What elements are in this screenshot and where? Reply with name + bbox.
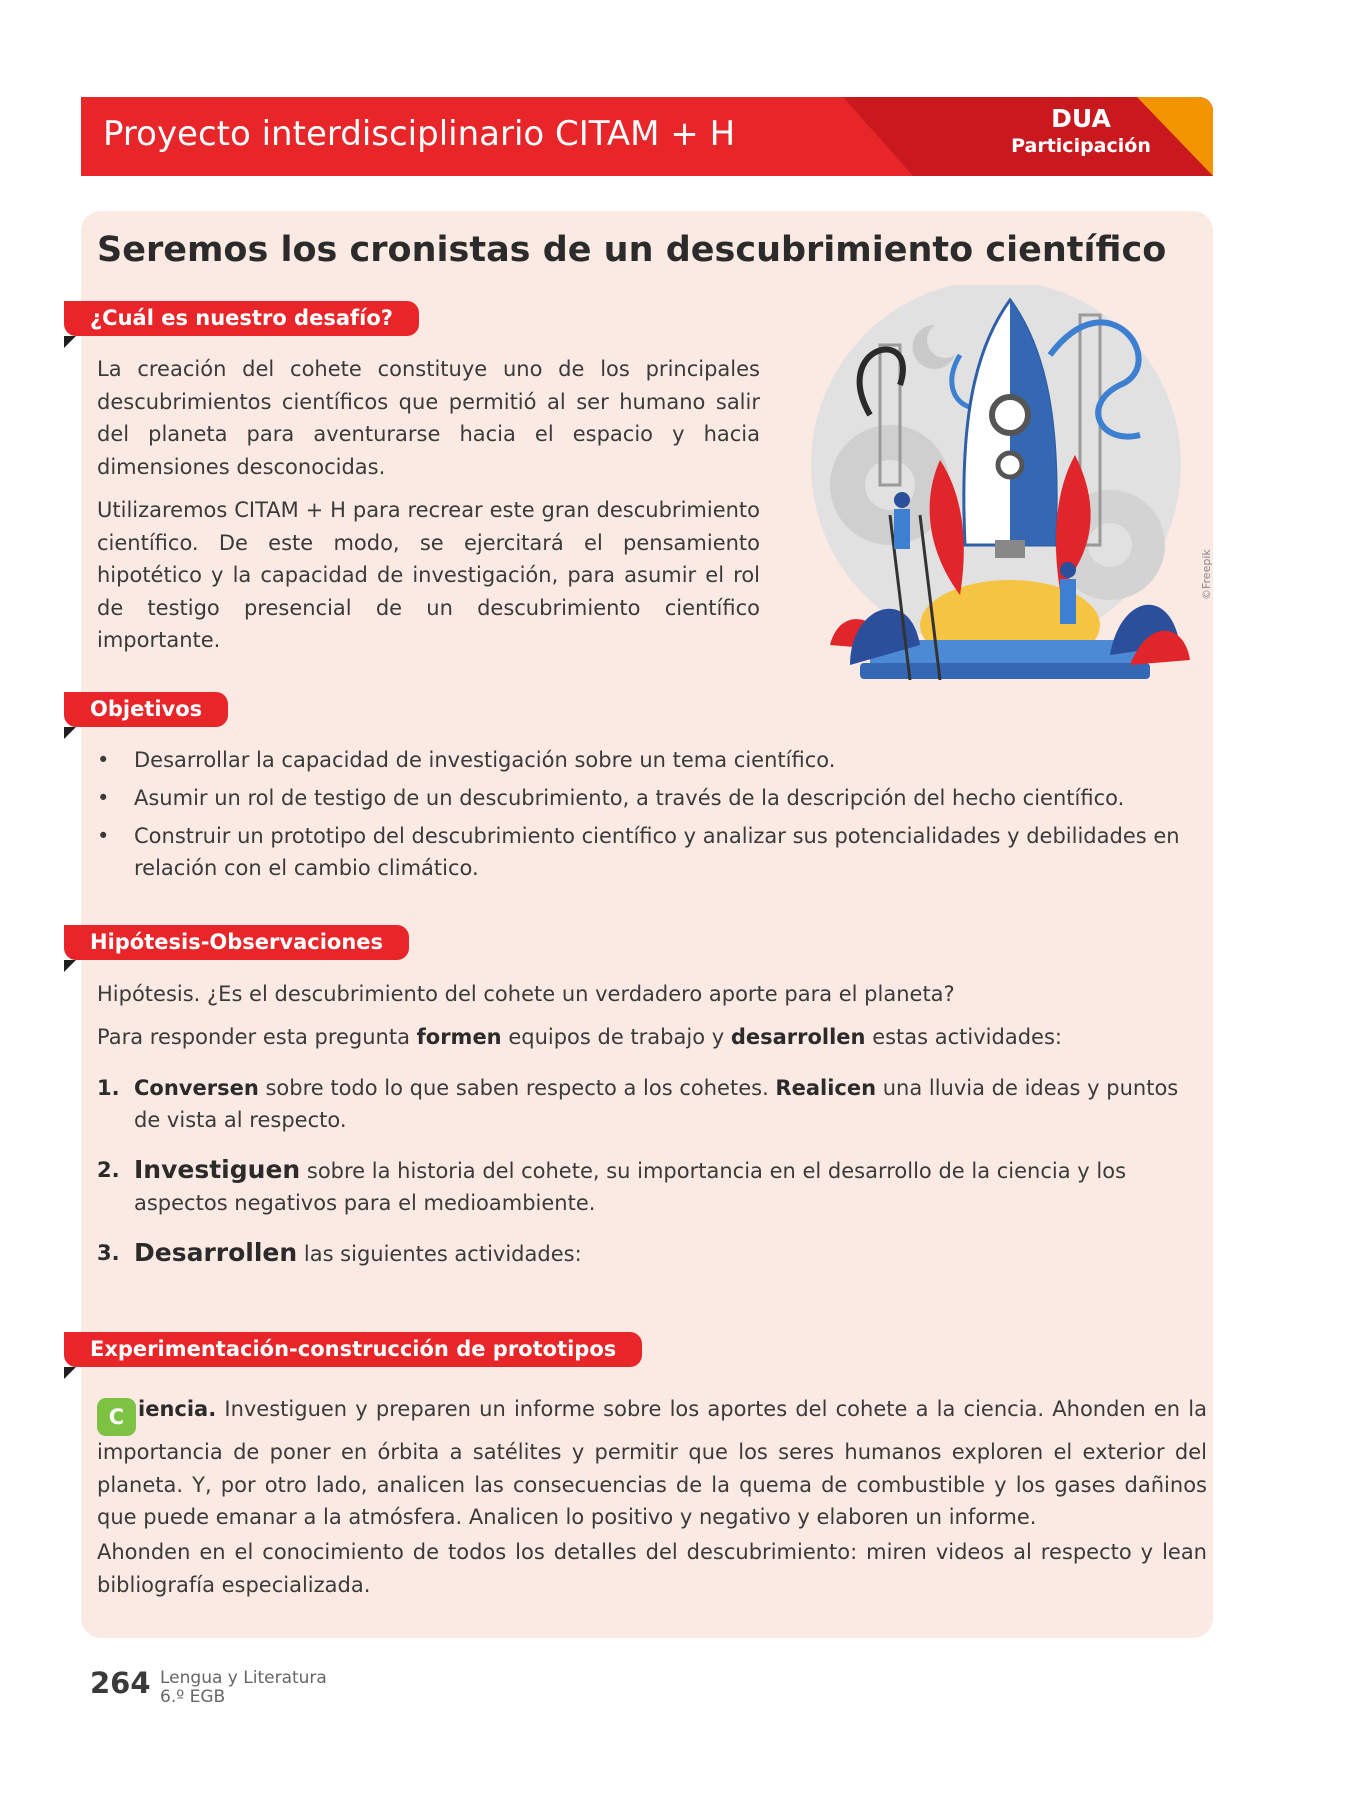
image-credit: ©Freepik [1200,549,1213,600]
list-item [97,782,1207,814]
footer-subject: Lengua y Literatura [160,1668,327,1688]
project-title: Proyecto interdisciplinario CITAM + H [103,114,736,154]
page-number: 264 [90,1666,151,1700]
porthole-lower [998,453,1022,477]
hypothesis-intro: Para responder esta pregunta formen equipos de trabajo y desarrollen estas actividades: [97,1025,1062,1049]
hypothesis-question: Hipótesis. ¿Es el descubrimiento del cohete un verdadero aporte para el planeta? [97,982,955,1006]
header-banner [81,97,1213,176]
list-item: 3. Desarrollen las siguientes actividades: [97,1238,582,1267]
objective-text: Asumir un rol de testigo de un descubrimiento, a través de la descripción del hecho científico. [134,786,1125,810]
rocket-illustration [810,285,1190,710]
section-label-experiment: Experimentación-construcción de prototipos [64,1332,642,1367]
footer-grade: 6.º EGB [160,1687,226,1707]
activities-list [97,1072,1207,1270]
section-label-hypothesis: Hipótesis-Observaciones [64,925,409,960]
science-paragraph: C iencia. Investiguen y preparen un informe sobre los aportes del cohete a la ciencia. Ahonden en la importancia de poner en órbita a satélites y permitir que los seres humanos exploren el exterior del planeta. Y, por otro lado, analicen las consecuencias de la quema de combustible y los gases dañinos que puede emanar a la atmósfera. Analicen lo positivo y negativo y elaboren un informe. [97,1397,1207,1529]
bullet: • [97,748,110,772]
dua-participation: Participación [1011,135,1151,157]
objective-text: Construir un prototipo del descubrimiento científico y analizar sus potencialidades y debilidades en relación con el cambio climático. [134,824,1180,880]
experiment-paragraph-2: Ahonden en el conocimiento de todos los detalles del descubrimiento: miren videos al respecto y lean bibliografía especializada. [97,1540,1207,1597]
challenge-paragraph-1: La creación del cohete constituye uno de los principales descubrimientos científicos que permitió al ser humano salir del planeta para aventurarse hacia el espacio y hacia dimensiones desconocidas. [97,357,760,479]
list-item: 2. Investiguen sobre la historia del cohete, su importancia en el desarrollo de la ciencia y los aspectos negativos para el medioambiente. [97,1155,1127,1215]
bullet: • [97,824,110,848]
objectives-list [97,744,1207,890]
footer-subject-block [160,1669,327,1707]
porthole-upper [992,397,1028,433]
page-heading: Seremos los cronistas de un descubrimiento científico [97,230,1167,270]
dua-label: DUA [1051,104,1111,133]
section-label-objectives: Objetivos [64,692,228,727]
section-label-challenge: ¿Cuál es nuestro desafío? [64,301,419,336]
list-item [97,744,1207,776]
dua-tag [981,105,1181,159]
objective-text: Desarrollar la capacidad de investigación sobre un tema científico. [134,748,836,772]
engine-nozzle [995,540,1025,558]
list-item [97,820,1207,884]
worker-right-icon [1060,562,1076,578]
science-badge: C [97,1398,136,1436]
list-item: 1. Conversen sobre todo lo que saben respecto a los cohetes. Realicen una lluvia de ideas y puntos de vista al respecto. [97,1076,1179,1132]
worker-left-icon [894,492,910,508]
challenge-paragraph-2: Utilizaremos CITAM + H para recrear este gran descubrimiento científico. De este modo, se ejercitará el pensamiento hipotético y la capacidad de investigación, para asumir el rol de testigo presencial de un descubrimiento científico importante. [97,498,760,652]
bullet: • [97,786,110,810]
